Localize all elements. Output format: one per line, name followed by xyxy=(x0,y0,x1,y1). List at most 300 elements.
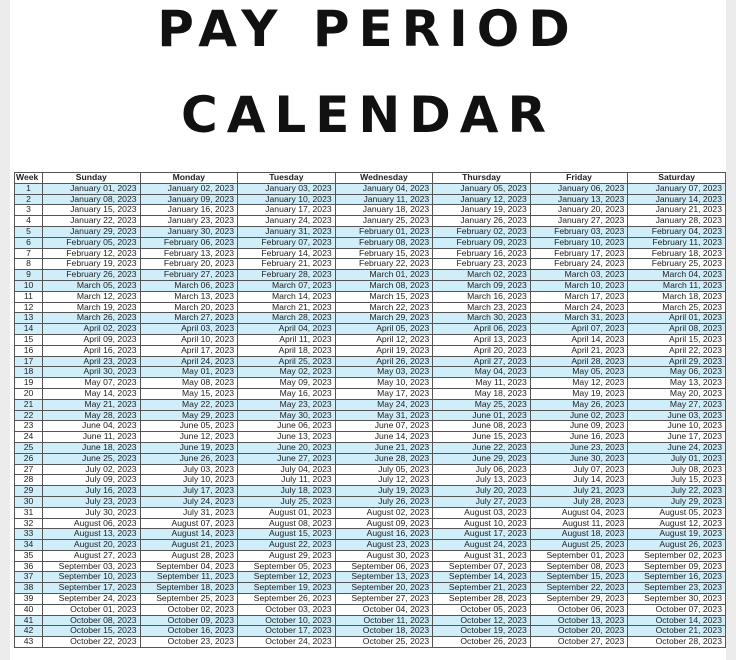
date-cell: January 12, 2023 xyxy=(433,194,531,205)
date-cell: January 31, 2023 xyxy=(238,226,336,237)
table-body xyxy=(15,183,726,647)
date-cell: October 02, 2023 xyxy=(140,604,238,615)
date-cell: September 06, 2023 xyxy=(335,561,433,572)
date-cell: August 12, 2023 xyxy=(628,518,726,529)
date-cell: May 27, 2023 xyxy=(628,399,726,410)
week-number-cell: 24 xyxy=(15,432,43,443)
week-number-cell: 20 xyxy=(15,388,43,399)
date-cell: May 31, 2023 xyxy=(335,410,433,421)
date-cell: August 06, 2023 xyxy=(42,518,140,529)
date-cell: June 05, 2023 xyxy=(140,421,238,432)
date-cell: May 01, 2023 xyxy=(140,367,238,378)
week-number-cell: 19 xyxy=(15,378,43,389)
date-cell: October 16, 2023 xyxy=(140,626,238,637)
week-number-cell: 7 xyxy=(15,248,43,259)
table-row xyxy=(15,183,726,194)
week-number-cell: 26 xyxy=(15,453,43,464)
date-cell: January 02, 2023 xyxy=(140,183,238,194)
table-row xyxy=(15,302,726,313)
date-cell: May 08, 2023 xyxy=(140,378,238,389)
date-cell: February 07, 2023 xyxy=(238,237,336,248)
date-cell: July 24, 2023 xyxy=(140,496,238,507)
date-cell: April 04, 2023 xyxy=(238,324,336,335)
table-row xyxy=(15,421,726,432)
date-cell: September 25, 2023 xyxy=(140,594,238,605)
date-cell: September 26, 2023 xyxy=(238,594,336,605)
date-cell: June 12, 2023 xyxy=(140,432,238,443)
date-cell: August 01, 2023 xyxy=(238,507,336,518)
date-cell: March 21, 2023 xyxy=(238,302,336,313)
date-cell: April 29, 2023 xyxy=(628,356,726,367)
date-cell: August 27, 2023 xyxy=(42,550,140,561)
date-cell: January 24, 2023 xyxy=(238,216,336,227)
date-cell: June 02, 2023 xyxy=(530,410,628,421)
table-row xyxy=(15,313,726,324)
table-row xyxy=(15,432,726,443)
page-title-line-1: PAY PERIOD xyxy=(157,0,579,58)
table-row xyxy=(15,399,726,410)
table-row xyxy=(15,583,726,594)
date-cell: September 10, 2023 xyxy=(42,572,140,583)
date-cell: February 12, 2023 xyxy=(42,248,140,259)
date-cell: May 05, 2023 xyxy=(530,367,628,378)
date-cell: April 09, 2023 xyxy=(42,334,140,345)
date-cell: May 21, 2023 xyxy=(42,399,140,410)
week-number-cell: 41 xyxy=(15,615,43,626)
date-cell: July 16, 2023 xyxy=(42,486,140,497)
date-cell: May 19, 2023 xyxy=(530,388,628,399)
date-cell: January 21, 2023 xyxy=(628,205,726,216)
column-header-friday: Friday xyxy=(530,173,628,184)
date-cell: February 01, 2023 xyxy=(335,226,433,237)
date-cell: March 20, 2023 xyxy=(140,302,238,313)
date-cell: October 24, 2023 xyxy=(238,637,336,648)
date-cell: March 28, 2023 xyxy=(238,313,336,324)
date-cell: May 09, 2023 xyxy=(238,378,336,389)
date-cell: October 19, 2023 xyxy=(433,626,531,637)
column-header-monday: Monday xyxy=(140,173,238,184)
date-cell: January 15, 2023 xyxy=(42,205,140,216)
date-cell: February 27, 2023 xyxy=(140,270,238,281)
date-cell: January 18, 2023 xyxy=(335,205,433,216)
date-cell: April 17, 2023 xyxy=(140,345,238,356)
date-cell: August 20, 2023 xyxy=(42,540,140,551)
date-cell: February 11, 2023 xyxy=(628,237,726,248)
date-cell: February 02, 2023 xyxy=(433,226,531,237)
date-cell: June 23, 2023 xyxy=(530,442,628,453)
date-cell: August 16, 2023 xyxy=(335,529,433,540)
date-cell: January 25, 2023 xyxy=(335,216,433,227)
week-number-cell: 5 xyxy=(15,226,43,237)
week-number-cell: 32 xyxy=(15,518,43,529)
date-cell: October 26, 2023 xyxy=(433,637,531,648)
column-header-saturday: Saturday xyxy=(628,173,726,184)
date-cell: August 28, 2023 xyxy=(140,550,238,561)
date-cell: July 06, 2023 xyxy=(433,464,531,475)
date-cell: March 24, 2023 xyxy=(530,302,628,313)
date-cell: April 12, 2023 xyxy=(335,334,433,345)
date-cell: March 30, 2023 xyxy=(433,313,531,324)
week-number-cell: 10 xyxy=(15,280,43,291)
date-cell: July 27, 2023 xyxy=(433,496,531,507)
date-cell: August 17, 2023 xyxy=(433,529,531,540)
date-cell: June 24, 2023 xyxy=(628,442,726,453)
week-number-cell: 21 xyxy=(15,399,43,410)
date-cell: February 10, 2023 xyxy=(530,237,628,248)
week-number-cell: 39 xyxy=(15,594,43,605)
date-cell: September 20, 2023 xyxy=(335,583,433,594)
date-cell: September 23, 2023 xyxy=(628,583,726,594)
date-cell: June 06, 2023 xyxy=(238,421,336,432)
week-number-cell: 30 xyxy=(15,496,43,507)
date-cell: October 18, 2023 xyxy=(335,626,433,637)
table-row xyxy=(15,194,726,205)
date-cell: February 21, 2023 xyxy=(238,259,336,270)
date-cell: July 12, 2023 xyxy=(335,475,433,486)
date-cell: June 11, 2023 xyxy=(42,432,140,443)
date-cell: January 27, 2023 xyxy=(530,216,628,227)
date-cell: March 13, 2023 xyxy=(140,291,238,302)
date-cell: October 04, 2023 xyxy=(335,604,433,615)
date-cell: January 26, 2023 xyxy=(433,216,531,227)
week-number-cell: 36 xyxy=(15,561,43,572)
date-cell: July 15, 2023 xyxy=(628,475,726,486)
table-row xyxy=(15,594,726,605)
date-cell: April 26, 2023 xyxy=(335,356,433,367)
table-row xyxy=(15,270,726,281)
date-cell: July 26, 2023 xyxy=(335,496,433,507)
calendar-page xyxy=(10,0,726,660)
date-cell: June 07, 2023 xyxy=(335,421,433,432)
date-cell: February 18, 2023 xyxy=(628,248,726,259)
table-row xyxy=(15,540,726,551)
date-cell: May 11, 2023 xyxy=(433,378,531,389)
date-cell: March 27, 2023 xyxy=(140,313,238,324)
date-cell: August 21, 2023 xyxy=(140,540,238,551)
date-cell: August 15, 2023 xyxy=(238,529,336,540)
date-cell: April 21, 2023 xyxy=(530,345,628,356)
date-cell: January 29, 2023 xyxy=(42,226,140,237)
date-cell: September 17, 2023 xyxy=(42,583,140,594)
date-cell: April 08, 2023 xyxy=(628,324,726,335)
date-cell: January 16, 2023 xyxy=(140,205,238,216)
date-cell: July 21, 2023 xyxy=(530,486,628,497)
date-cell: October 13, 2023 xyxy=(530,615,628,626)
date-cell: February 19, 2023 xyxy=(42,259,140,270)
date-cell: April 14, 2023 xyxy=(530,334,628,345)
date-cell: June 01, 2023 xyxy=(433,410,531,421)
date-cell: February 20, 2023 xyxy=(140,259,238,270)
date-cell: September 07, 2023 xyxy=(433,561,531,572)
date-cell: September 27, 2023 xyxy=(335,594,433,605)
week-number-cell: 14 xyxy=(15,324,43,335)
date-cell: March 06, 2023 xyxy=(140,280,238,291)
date-cell: October 11, 2023 xyxy=(335,615,433,626)
date-cell: August 25, 2023 xyxy=(530,540,628,551)
date-cell: February 04, 2023 xyxy=(628,226,726,237)
date-cell: August 03, 2023 xyxy=(433,507,531,518)
date-cell: September 14, 2023 xyxy=(433,572,531,583)
date-cell: May 20, 2023 xyxy=(628,388,726,399)
date-cell: April 02, 2023 xyxy=(42,324,140,335)
table-row xyxy=(15,464,726,475)
date-cell: June 15, 2023 xyxy=(433,432,531,443)
week-number-cell: 37 xyxy=(15,572,43,583)
date-cell: September 08, 2023 xyxy=(530,561,628,572)
date-cell: June 20, 2023 xyxy=(238,442,336,453)
date-cell: March 26, 2023 xyxy=(42,313,140,324)
date-cell: October 17, 2023 xyxy=(238,626,336,637)
date-cell: October 27, 2023 xyxy=(530,637,628,648)
date-cell: January 01, 2023 xyxy=(42,183,140,194)
table-row xyxy=(15,561,726,572)
date-cell: January 11, 2023 xyxy=(335,194,433,205)
week-number-cell: 42 xyxy=(15,626,43,637)
date-cell: January 10, 2023 xyxy=(238,194,336,205)
date-cell: August 09, 2023 xyxy=(335,518,433,529)
date-cell: March 07, 2023 xyxy=(238,280,336,291)
week-number-cell: 33 xyxy=(15,529,43,540)
date-cell: August 30, 2023 xyxy=(335,550,433,561)
date-cell: July 02, 2023 xyxy=(42,464,140,475)
week-number-cell: 35 xyxy=(15,550,43,561)
week-number-cell: 40 xyxy=(15,604,43,615)
date-cell: February 05, 2023 xyxy=(42,237,140,248)
week-number-cell: 18 xyxy=(15,367,43,378)
date-cell: April 03, 2023 xyxy=(140,324,238,335)
date-cell: May 30, 2023 xyxy=(238,410,336,421)
date-cell: June 13, 2023 xyxy=(238,432,336,443)
date-cell: May 15, 2023 xyxy=(140,388,238,399)
date-cell: July 19, 2023 xyxy=(335,486,433,497)
date-cell: September 21, 2023 xyxy=(433,583,531,594)
week-number-cell: 13 xyxy=(15,313,43,324)
week-number-cell: 29 xyxy=(15,486,43,497)
date-cell: January 20, 2023 xyxy=(530,205,628,216)
date-cell: February 09, 2023 xyxy=(433,237,531,248)
table-row xyxy=(15,529,726,540)
table-row xyxy=(15,442,726,453)
date-cell: June 10, 2023 xyxy=(628,421,726,432)
date-cell: September 12, 2023 xyxy=(238,572,336,583)
date-cell: June 21, 2023 xyxy=(335,442,433,453)
week-number-cell: 8 xyxy=(15,259,43,270)
date-cell: September 18, 2023 xyxy=(140,583,238,594)
date-cell: August 07, 2023 xyxy=(140,518,238,529)
date-cell: July 25, 2023 xyxy=(238,496,336,507)
table-row xyxy=(15,410,726,421)
week-number-cell: 2 xyxy=(15,194,43,205)
date-cell: May 25, 2023 xyxy=(433,399,531,410)
week-number-cell: 25 xyxy=(15,442,43,453)
date-cell: August 13, 2023 xyxy=(42,529,140,540)
date-cell: May 29, 2023 xyxy=(140,410,238,421)
date-cell: September 03, 2023 xyxy=(42,561,140,572)
date-cell: March 23, 2023 xyxy=(433,302,531,313)
table-row xyxy=(15,550,726,561)
date-cell: June 14, 2023 xyxy=(335,432,433,443)
date-cell: August 22, 2023 xyxy=(238,540,336,551)
date-cell: January 28, 2023 xyxy=(628,216,726,227)
column-header-thursday: Thursday xyxy=(433,173,531,184)
table-row xyxy=(15,367,726,378)
table-row xyxy=(15,475,726,486)
date-cell: January 22, 2023 xyxy=(42,216,140,227)
date-cell: March 14, 2023 xyxy=(238,291,336,302)
date-cell: October 01, 2023 xyxy=(42,604,140,615)
date-cell: March 18, 2023 xyxy=(628,291,726,302)
week-number-cell: 28 xyxy=(15,475,43,486)
week-number-cell: 17 xyxy=(15,356,43,367)
date-cell: August 29, 2023 xyxy=(238,550,336,561)
table-row xyxy=(15,496,726,507)
date-cell: March 04, 2023 xyxy=(628,270,726,281)
date-cell: June 27, 2023 xyxy=(238,453,336,464)
table-row xyxy=(15,291,726,302)
date-cell: September 02, 2023 xyxy=(628,550,726,561)
date-cell: January 23, 2023 xyxy=(140,216,238,227)
date-cell: August 31, 2023 xyxy=(433,550,531,561)
date-cell: January 03, 2023 xyxy=(238,183,336,194)
week-number-cell: 3 xyxy=(15,205,43,216)
date-cell: September 24, 2023 xyxy=(42,594,140,605)
date-cell: April 11, 2023 xyxy=(238,334,336,345)
date-cell: July 30, 2023 xyxy=(42,507,140,518)
date-cell: April 19, 2023 xyxy=(335,345,433,356)
date-cell: March 12, 2023 xyxy=(42,291,140,302)
date-cell: October 06, 2023 xyxy=(530,604,628,615)
date-cell: August 08, 2023 xyxy=(238,518,336,529)
date-cell: April 06, 2023 xyxy=(433,324,531,335)
date-cell: September 05, 2023 xyxy=(238,561,336,572)
date-cell: July 13, 2023 xyxy=(433,475,531,486)
date-cell: February 03, 2023 xyxy=(530,226,628,237)
date-cell: February 08, 2023 xyxy=(335,237,433,248)
date-cell: March 02, 2023 xyxy=(433,270,531,281)
week-number-cell: 1 xyxy=(15,183,43,194)
date-cell: October 14, 2023 xyxy=(628,615,726,626)
date-cell: June 29, 2023 xyxy=(433,453,531,464)
date-cell: April 25, 2023 xyxy=(238,356,336,367)
date-cell: March 25, 2023 xyxy=(628,302,726,313)
date-cell: June 03, 2023 xyxy=(628,410,726,421)
date-cell: April 18, 2023 xyxy=(238,345,336,356)
date-cell: April 01, 2023 xyxy=(628,313,726,324)
date-cell: March 19, 2023 xyxy=(42,302,140,313)
date-cell: January 14, 2023 xyxy=(628,194,726,205)
date-cell: August 23, 2023 xyxy=(335,540,433,551)
date-cell: January 06, 2023 xyxy=(530,183,628,194)
page-title-line-2: CALENDAR xyxy=(181,86,555,144)
date-cell: June 16, 2023 xyxy=(530,432,628,443)
date-cell: October 20, 2023 xyxy=(530,626,628,637)
date-cell: October 05, 2023 xyxy=(433,604,531,615)
date-cell: October 15, 2023 xyxy=(42,626,140,637)
table-row xyxy=(15,356,726,367)
date-cell: April 13, 2023 xyxy=(433,334,531,345)
table-row xyxy=(15,507,726,518)
date-cell: July 03, 2023 xyxy=(140,464,238,475)
date-cell: July 17, 2023 xyxy=(140,486,238,497)
date-cell: May 03, 2023 xyxy=(335,367,433,378)
date-cell: September 29, 2023 xyxy=(530,594,628,605)
date-cell: February 25, 2023 xyxy=(628,259,726,270)
week-number-cell: 9 xyxy=(15,270,43,281)
date-cell: January 07, 2023 xyxy=(628,183,726,194)
date-cell: July 28, 2023 xyxy=(530,496,628,507)
date-cell: October 21, 2023 xyxy=(628,626,726,637)
date-cell: February 23, 2023 xyxy=(433,259,531,270)
week-number-cell: 27 xyxy=(15,464,43,475)
table-row xyxy=(15,226,726,237)
date-cell: September 16, 2023 xyxy=(628,572,726,583)
table-header-row xyxy=(15,173,726,184)
date-cell: February 13, 2023 xyxy=(140,248,238,259)
table-row xyxy=(15,388,726,399)
date-cell: April 10, 2023 xyxy=(140,334,238,345)
date-cell: February 24, 2023 xyxy=(530,259,628,270)
date-cell: July 01, 2023 xyxy=(628,453,726,464)
table-row xyxy=(15,324,726,335)
date-cell: April 20, 2023 xyxy=(433,345,531,356)
date-cell: July 14, 2023 xyxy=(530,475,628,486)
date-cell: July 29, 2023 xyxy=(628,496,726,507)
table-row xyxy=(15,453,726,464)
date-cell: October 07, 2023 xyxy=(628,604,726,615)
date-cell: February 06, 2023 xyxy=(140,237,238,248)
date-cell: July 07, 2023 xyxy=(530,464,628,475)
week-number-cell: 11 xyxy=(15,291,43,302)
date-cell: July 05, 2023 xyxy=(335,464,433,475)
date-cell: April 05, 2023 xyxy=(335,324,433,335)
date-cell: August 10, 2023 xyxy=(433,518,531,529)
pay-period-table xyxy=(14,172,726,648)
date-cell: March 15, 2023 xyxy=(335,291,433,302)
date-cell: February 15, 2023 xyxy=(335,248,433,259)
date-cell: March 10, 2023 xyxy=(530,280,628,291)
date-cell: February 17, 2023 xyxy=(530,248,628,259)
date-cell: April 24, 2023 xyxy=(140,356,238,367)
date-cell: July 10, 2023 xyxy=(140,475,238,486)
column-header-sunday: Sunday xyxy=(42,173,140,184)
date-cell: May 13, 2023 xyxy=(628,378,726,389)
date-cell: March 22, 2023 xyxy=(335,302,433,313)
date-cell: August 05, 2023 xyxy=(628,507,726,518)
date-cell: May 10, 2023 xyxy=(335,378,433,389)
date-cell: September 01, 2023 xyxy=(530,550,628,561)
date-cell: July 04, 2023 xyxy=(238,464,336,475)
date-cell: May 24, 2023 xyxy=(335,399,433,410)
date-cell: August 02, 2023 xyxy=(335,507,433,518)
date-cell: May 07, 2023 xyxy=(42,378,140,389)
table-row xyxy=(15,248,726,259)
date-cell: July 20, 2023 xyxy=(433,486,531,497)
table-row xyxy=(15,637,726,648)
week-number-cell: 43 xyxy=(15,637,43,648)
table-row xyxy=(15,486,726,497)
date-cell: September 15, 2023 xyxy=(530,572,628,583)
date-cell: September 30, 2023 xyxy=(628,594,726,605)
date-cell: April 27, 2023 xyxy=(433,356,531,367)
date-cell: February 28, 2023 xyxy=(238,270,336,281)
date-cell: January 30, 2023 xyxy=(140,226,238,237)
date-cell: October 12, 2023 xyxy=(433,615,531,626)
week-number-cell: 22 xyxy=(15,410,43,421)
date-cell: January 04, 2023 xyxy=(335,183,433,194)
table-row xyxy=(15,572,726,583)
table-row xyxy=(15,237,726,248)
date-cell: March 05, 2023 xyxy=(42,280,140,291)
